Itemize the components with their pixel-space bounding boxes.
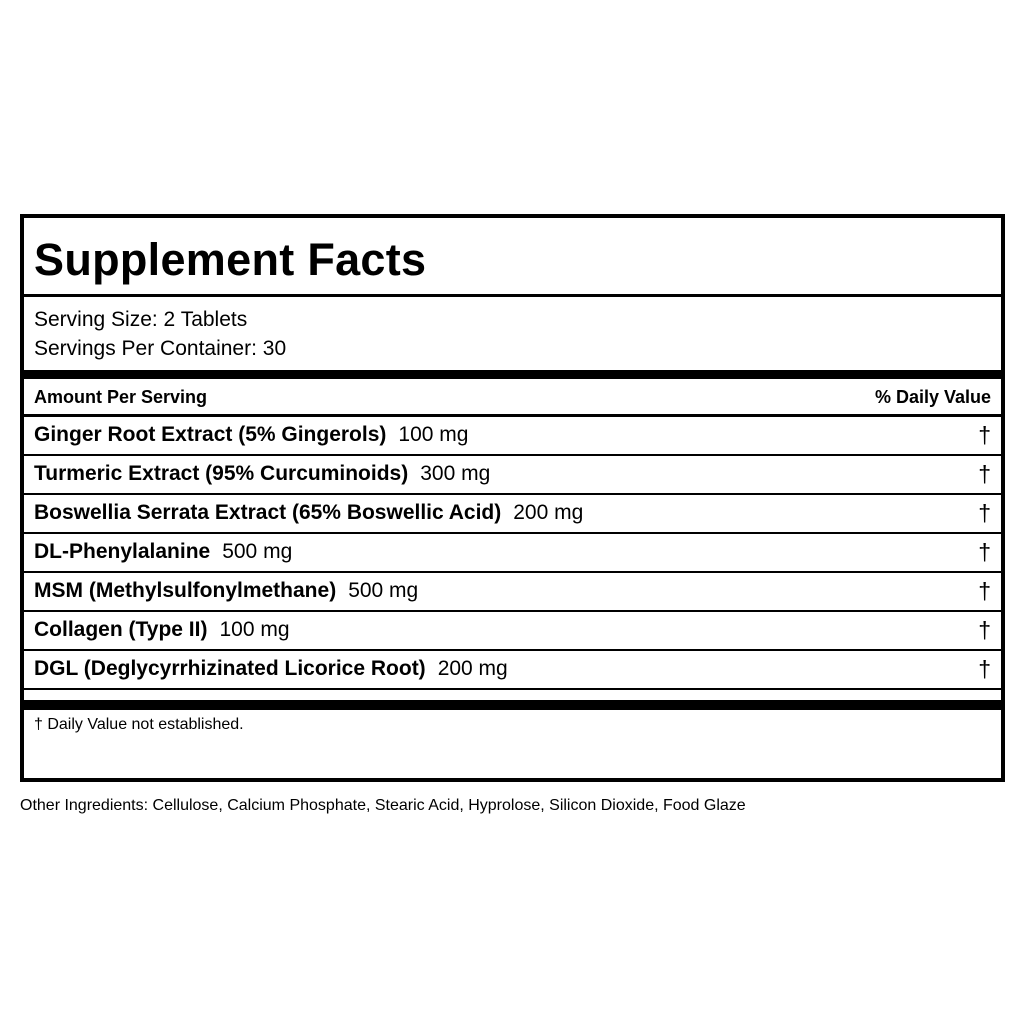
ingredient-daily-value: † [978,461,991,487]
amount-per-serving-header: Amount Per Serving [34,387,208,407]
ingredient-amount: 200 mg [513,501,584,524]
ingredient-amount: 100 mg [398,423,469,446]
ingredient-daily-value: † [978,539,991,565]
ingredient-row [24,456,1001,493]
ingredient-text [34,576,418,606]
ingredient-daily-value: † [978,578,991,604]
divider-thick [24,370,1001,379]
ingredient-text [34,498,583,528]
ingredient-daily-value: † [978,422,991,448]
ingredient-amount: 500 mg [348,579,419,602]
servings-per-container: Servings Per Container: 30 [34,337,287,360]
ingredient-text [34,459,490,489]
divider-thick [24,700,1001,710]
ingredient-text [34,537,292,567]
ingredient-row [24,534,1001,571]
other-ingredients: Other Ingredients: Cellulose, Calcium Phosphate, Stearic Acid, Hyprolose, Silicon Dioxide, Food Glaze [20,797,746,814]
ingredient-text [34,654,508,684]
serving-size: Serving Size: 2 Tablets [34,308,248,331]
daily-value-header: % Daily Value [874,387,991,407]
ingredient-row [24,495,1001,532]
ingredient-row [24,612,1001,649]
ingredient-row [24,651,1001,688]
ingredient-row [24,573,1001,610]
ingredient-name: Ginger Root Extract (5% Gingerols) [34,423,387,446]
ingredient-daily-value: † [978,656,991,682]
footnote: † Daily Value not established. [34,716,244,733]
ingredient-name: DL-Phenylalanine [34,540,211,563]
ingredient-amount: 300 mg [420,462,491,485]
ingredient-name: Turmeric Extract (95% Curcuminoids) [34,462,409,485]
ingredient-name: Boswellia Serrata Extract (65% Boswellic Acid) [34,501,502,524]
divider-thin [24,294,1001,297]
ingredient-text [34,615,290,645]
panel-title: Supplement Facts [34,234,427,285]
ingredient-daily-value: † [978,500,991,526]
ingredient-daily-value: † [978,617,991,643]
row-separator [24,688,1001,690]
ingredient-amount: 500 mg [222,540,293,563]
ingredient-amount: 100 mg [219,618,290,641]
supplement-facts-panel [20,214,1005,782]
ingredient-row [24,417,1001,454]
ingredient-name: DGL (Deglycyrrhizinated Licorice Root) [34,657,426,680]
ingredient-amount: 200 mg [437,657,508,680]
ingredient-name: Collagen (Type II) [34,618,208,641]
ingredient-name: MSM (Methylsulfonylmethane) [34,579,337,602]
ingredient-text [34,420,468,450]
